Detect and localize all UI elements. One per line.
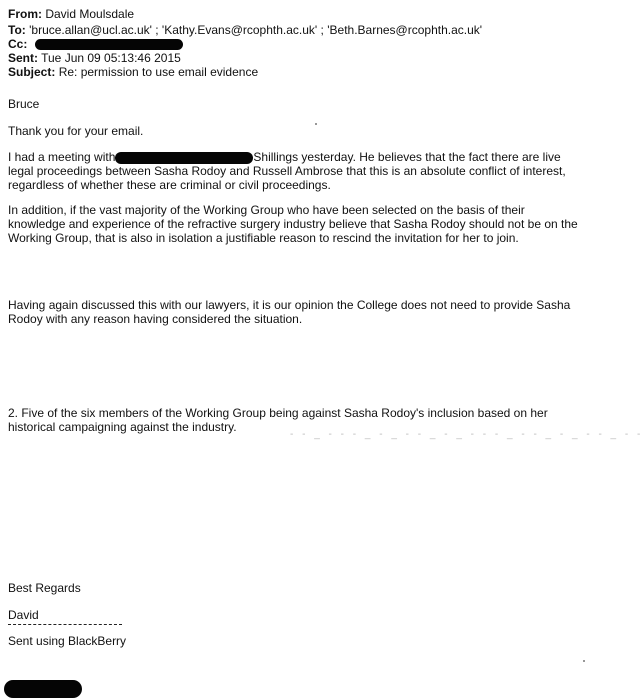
redaction-bar bbox=[35, 39, 183, 50]
sent-value: Tue Jun 09 05:13:46 2015 bbox=[41, 51, 181, 65]
to-line bbox=[8, 23, 482, 37]
subject-label: Subject: bbox=[8, 65, 56, 79]
paragraph-lawyers: Having again discussed this with our lawyers, it is our opinion the College does not need to provide Sasha Rodoy with any reason having considered the situation. bbox=[8, 298, 571, 326]
scan-speck bbox=[583, 660, 585, 662]
thanks-line: Thank you for your email. bbox=[8, 124, 144, 138]
cc-label: Cc: bbox=[8, 37, 28, 51]
from-line bbox=[8, 7, 134, 21]
subject-value: Re: permission to use email evidence bbox=[58, 65, 259, 79]
paragraph-working-group: In addition, if the vast majority of the Working Group who have been selected on the basis of their knowledge and experience of the refractive surgery industry believe that Sasha Rodoy should not be on the Working Group, that is also in isolation a justifiable reason to rescind the invitation for her to join. bbox=[8, 203, 578, 245]
from-label: From: bbox=[8, 7, 42, 21]
scan-speck bbox=[315, 123, 317, 125]
to-value: 'bruce.allan@ucl.ac.uk' ; 'Kathy.Evans@rcophth.ac.uk' ; 'Beth.Barnes@rcophth.ac.uk' bbox=[29, 23, 483, 37]
sent-line bbox=[8, 51, 181, 65]
to-label: To: bbox=[8, 23, 26, 37]
scan-dash-artifact: - - _ - - - _ - _ - - _ - _ - - - _ - - _ - _ - - _ - - bbox=[290, 429, 643, 440]
sent-using-line: Sent using BlackBerry bbox=[8, 634, 127, 648]
redaction-bar bbox=[115, 152, 253, 164]
signature-divider bbox=[8, 624, 122, 625]
signature-name: David bbox=[8, 608, 39, 622]
greeting: Bruce bbox=[8, 97, 40, 111]
sent-label: Sent: bbox=[8, 51, 38, 65]
subject-line bbox=[8, 65, 258, 79]
regards-line: Best Regards bbox=[8, 581, 81, 595]
paragraph-meeting-start: I had a meeting with bbox=[8, 150, 116, 164]
redaction-bar bbox=[4, 680, 82, 698]
paragraph-meeting-end: Shillings yesterday. He believes that the fact there are live legal proceedings between Sasha Rodoy and Russell Ambrose that this is an absolute conflict of interest, regardless of whether these are criminal or civil proceedings. bbox=[8, 150, 566, 192]
cc-line bbox=[8, 37, 183, 51]
paragraph-meeting bbox=[8, 150, 583, 192]
paragraph-point-two: 2. Five of the six members of the Working Group being against Sasha Rodoy's inclusion based on her historical campaigning against the industry. bbox=[8, 406, 548, 434]
from-value: David Moulsdale bbox=[45, 7, 135, 21]
